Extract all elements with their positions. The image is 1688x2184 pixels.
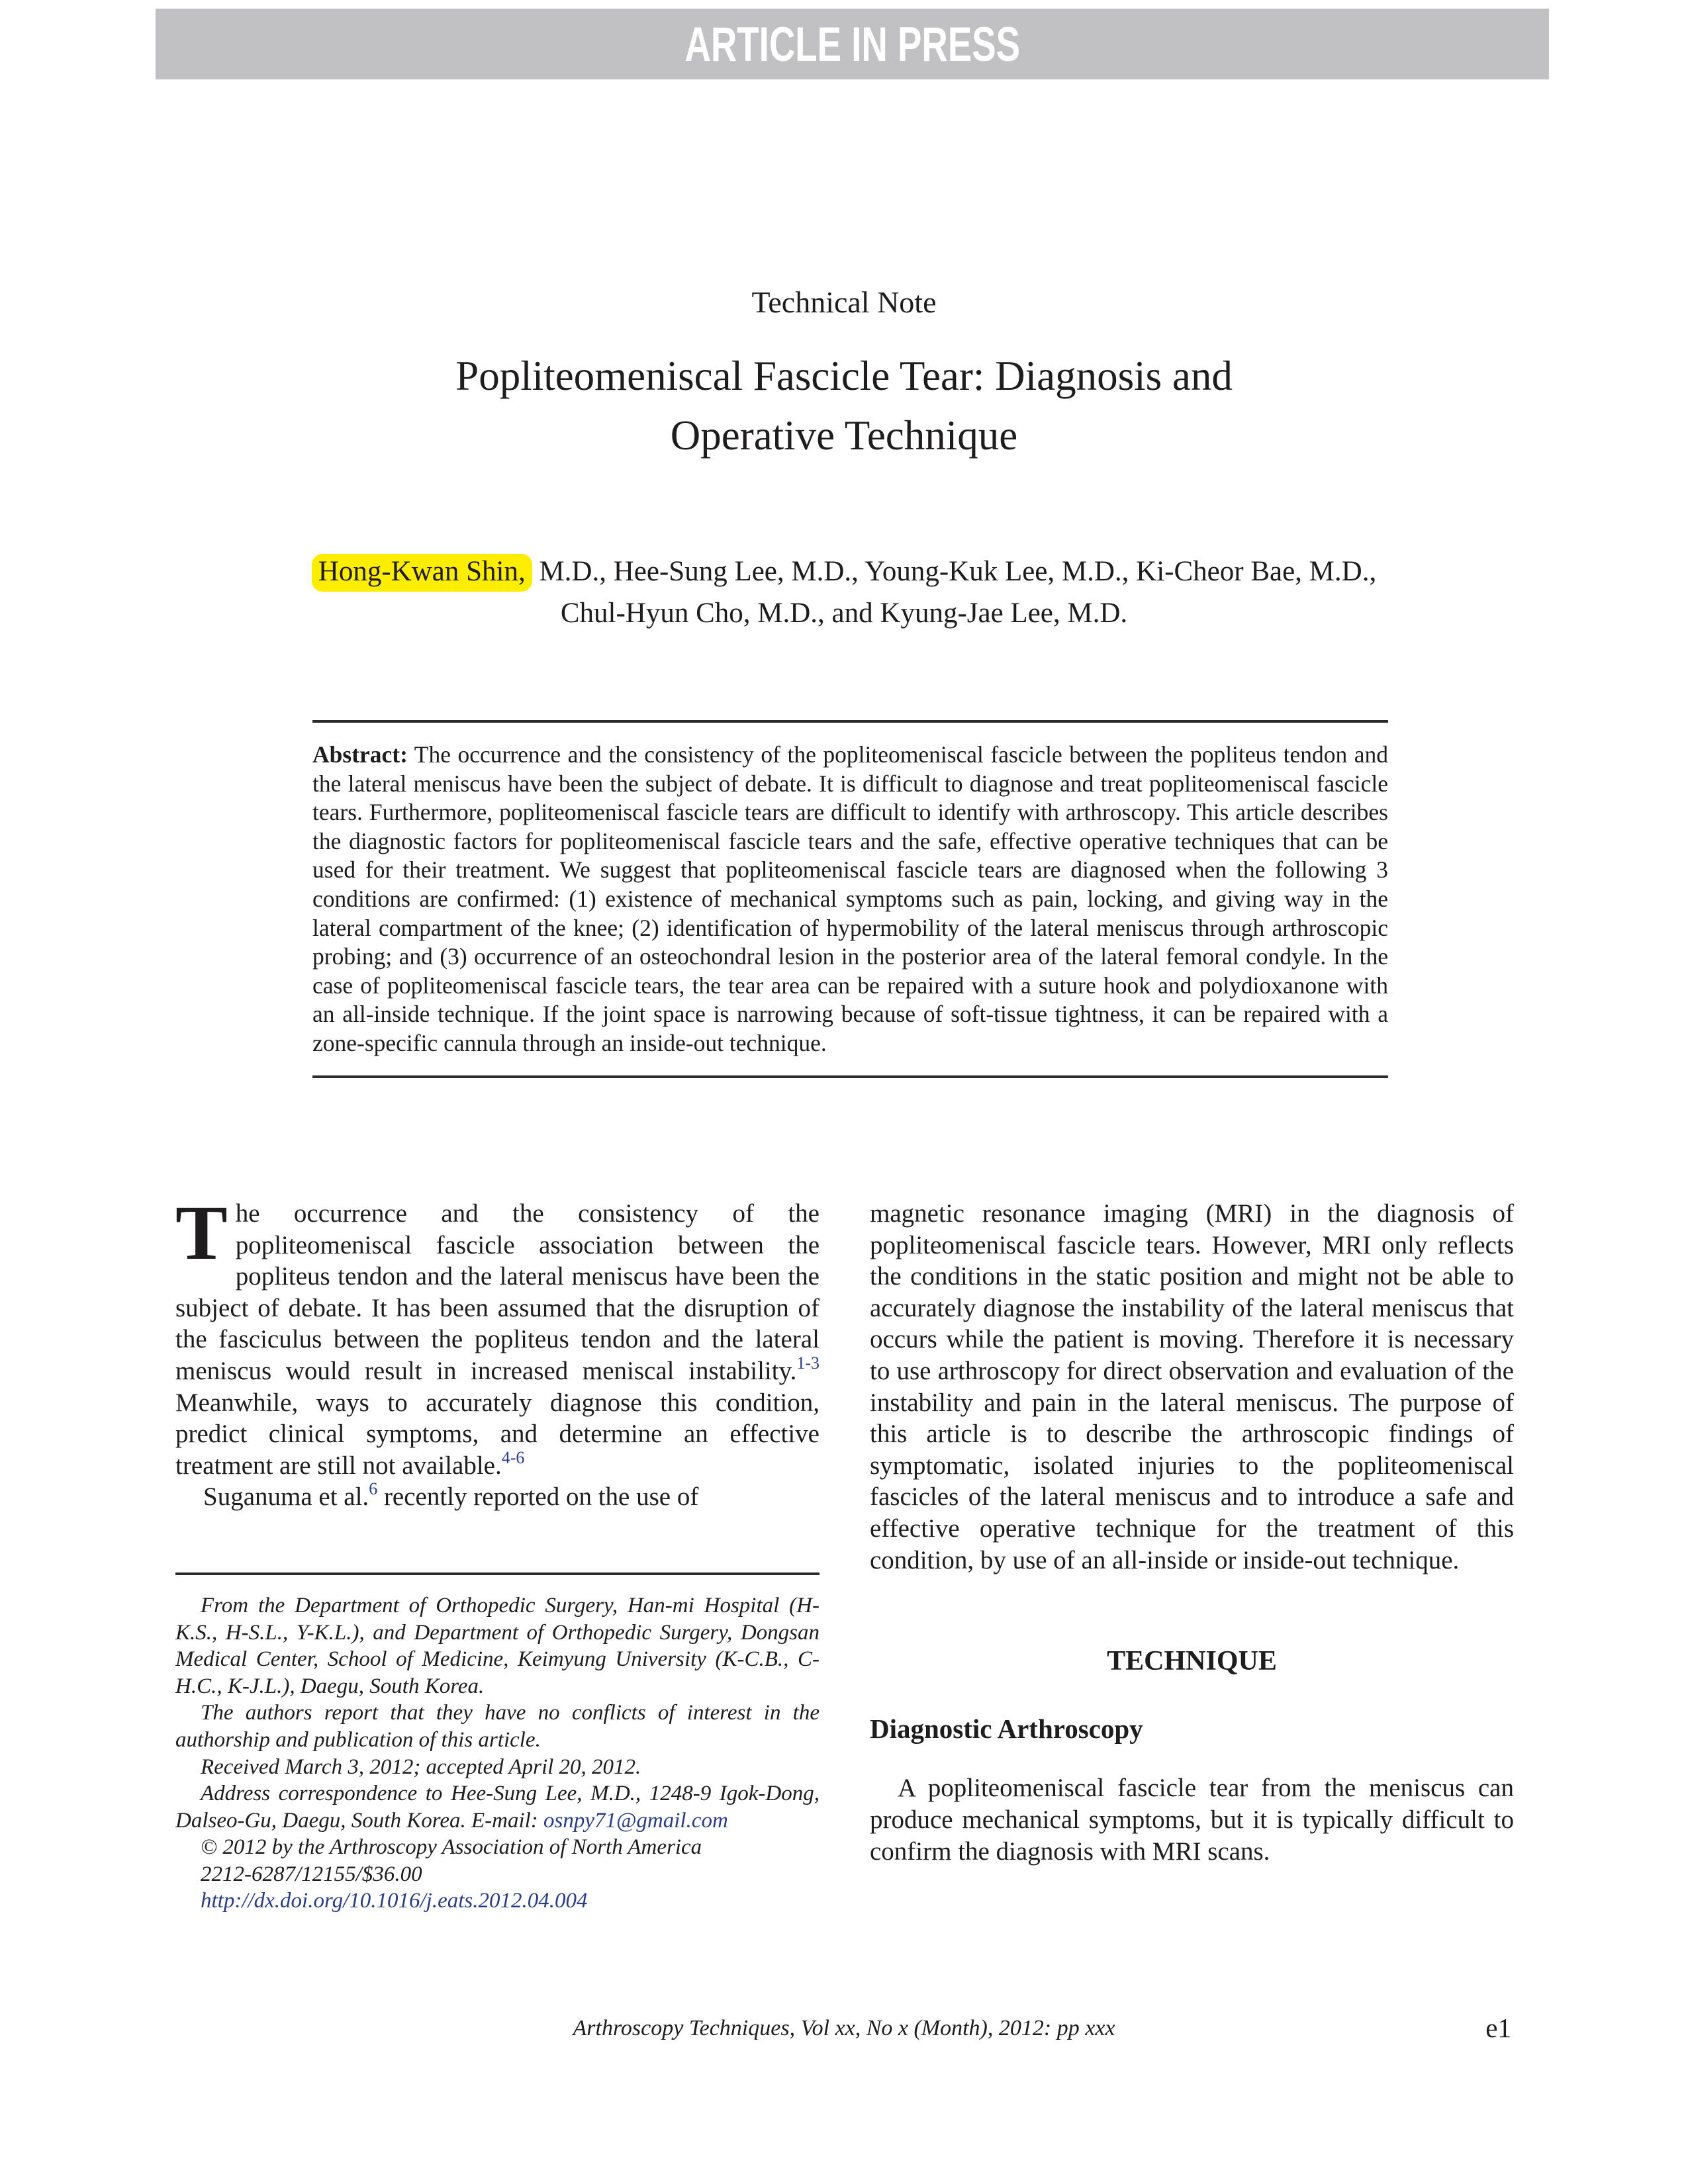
journal-footer-line: Arthroscopy Techniques, Vol xx, No x (Month), 2012: pp xxx bbox=[573, 2016, 1115, 2040]
abstract-paragraph bbox=[312, 741, 1388, 1058]
section-label: Technical Note bbox=[751, 285, 937, 319]
abstract-bottom-rule bbox=[312, 1075, 1388, 1078]
footnote-conflicts: The authors report that they have no conflicts of interest in the authorship and publication of this article. bbox=[175, 1701, 820, 1752]
abstract-text: The occurrence and the consistency of the popliteomeniscal fascicle between the popliteus tendon and the lateral meniscus have been the subject of debate. It is difficult to diagnose and treat popliteomeniscal fascicle tears. Furthermore, popliteomeniscal fascicle tears are difficult to identify with arthroscopy. This article describes the diagnostic factors for popliteomeniscal fascicle tears and the safe, effective operative techniques that can be used for their treatment. We suggest that popliteomeniscal fascicle tears are diagnosed when the following 3 conditions are confirmed: (1) existence of mechanical symptoms such as pain, locking, and giving way in the lateral compartment of the knee; (2) identification of hypermobility of the lateral meniscus through arthroscopic probing; and (3) occurrence of an osteochondral lesion in the posterior area of the lateral femoral condyle. In the case of popliteomeniscal fascicle tears, the tear area can be repaired with a suture hook and polydioxanone with an all-inside technique. If the joint space is narrowing because of soft-tissue tightness, it can be repaired with a zone-specific cannula through an inside-out technique. bbox=[312, 741, 1388, 1056]
technique-heading: TECHNIQUE bbox=[1107, 1646, 1277, 1677]
footnote-correspondence bbox=[175, 1780, 820, 1834]
footnote-block bbox=[175, 1572, 820, 1915]
author-list bbox=[0, 551, 1688, 634]
drop-cap: T bbox=[175, 1189, 228, 1276]
intro-text-1: he occurrence and the consistency of the popliteomeniscal fascicle association between the popliteus tendon and the lateral meniscus have been the subject of debate. It has been assumed that the disruption of the fasciculus between the popliteus tendon and the lateral meniscus would result in increased meniscal instability. bbox=[175, 1199, 820, 1385]
correspondence-text: Address correspondence to Hee-Sung Lee, M.D., 1248-9 Igok-Dong, Dalseo-Gu, Daegu, South Korea. E-mail: bbox=[175, 1782, 820, 1833]
author-line-1 bbox=[312, 554, 1376, 592]
article-title bbox=[0, 346, 1688, 465]
article-in-press-banner bbox=[156, 9, 1549, 79]
body-columns bbox=[175, 1189, 1514, 1915]
author-line-2: Chul-Hyun Cho, M.D., and Kyung-Jae Lee, M.D. bbox=[560, 598, 1128, 629]
footnote-copyright: © 2012 by the Arthroscopy Association of North America bbox=[201, 1835, 702, 1860]
suganuma-paragraph bbox=[175, 1481, 820, 1513]
diagnostic-arthroscopy-heading: Diagnostic Arthroscopy bbox=[870, 1713, 1143, 1744]
author-line-1-rest: M.D., Hee-Sung Lee, M.D., Young-Kuk Lee, M.D., Ki-Cheor Bae, M.D., bbox=[532, 556, 1377, 587]
doi-line bbox=[175, 1888, 820, 1915]
diagnostic-paragraph: A popliteomeniscal fascicle tear from the meniscus can produce mechanical symptoms, but it is typically difficult to confirm the diagnosis with MRI scans. bbox=[870, 1774, 1514, 1866]
abstract-label: Abstract: bbox=[312, 741, 408, 768]
footnote-received: Received March 3, 2012; accepted April 20, 2012. bbox=[201, 1754, 641, 1779]
email-link[interactable]: osnpy71@gmail.com bbox=[543, 1808, 728, 1833]
left-column bbox=[175, 1189, 820, 1915]
banner-label: ARTICLE IN PRESS bbox=[684, 17, 1020, 71]
intro-text-2: Meanwhile, ways to accurately diagnose this condition, predict clinical symptoms, and determine an effective treatment are still not available. bbox=[175, 1388, 820, 1480]
suganuma-text-2: recently reported on the use of bbox=[377, 1482, 699, 1512]
citation-ref-1-3[interactable]: 1-3 bbox=[796, 1353, 820, 1373]
highlighted-author: Hong-Kwan Shin, bbox=[312, 554, 532, 592]
title-line-1: Popliteomeniscal Fascicle Tear: Diagnosis and bbox=[455, 353, 1233, 399]
continuation-paragraph: magnetic resonance imaging (MRI) in the diagnosis of popliteomeniscal fascicle tears. However, MRI only reflects the conditions in the static position and might not be able to accurately diagnose the instability of the lateral meniscus that occurs while the patient is moving. Therefore it is necessary to use arthroscopy for direct observation and evaluation of the instability and pain in the lateral meniscus. The purpose of this article is to describe the arthroscopic findings of symptomatic, isolated injuries to the popliteomeniscal fascicles of the lateral meniscus and to introduce a safe and effective operative technique for the treatment of this condition, by use of an all-inside or inside-out technique. bbox=[870, 1199, 1514, 1574]
footnote-affiliation: From the Department of Orthopedic Surgery, Han-mi Hospital (H-K.S., H-S.L., Y-K.L.), and Department of Orthopedic Surgery, Dongsan Medical Center, School of Medicine, Keimyung University (K-C.B., C-H.C., K-J.L.), Daegu, South Korea. bbox=[175, 1593, 820, 1698]
right-column bbox=[870, 1198, 1514, 1915]
intro-paragraph bbox=[175, 1189, 820, 1481]
abstract-top-rule bbox=[312, 720, 1388, 723]
title-line-2: Operative Technique bbox=[670, 412, 1018, 459]
footnote-issn: 2212-6287/12155/$36.00 bbox=[201, 1862, 422, 1886]
abstract-section bbox=[312, 720, 1388, 1078]
citation-ref-4-6[interactable]: 4-6 bbox=[501, 1447, 525, 1467]
doi-link[interactable]: http://dx.doi.org/10.1016/j.eats.2012.04.004 bbox=[201, 1889, 588, 1913]
citation-ref-6[interactable]: 6 bbox=[369, 1479, 378, 1499]
page-number: e1 bbox=[1485, 2013, 1511, 2043]
suganuma-text-1: Suganuma et al. bbox=[203, 1482, 369, 1512]
